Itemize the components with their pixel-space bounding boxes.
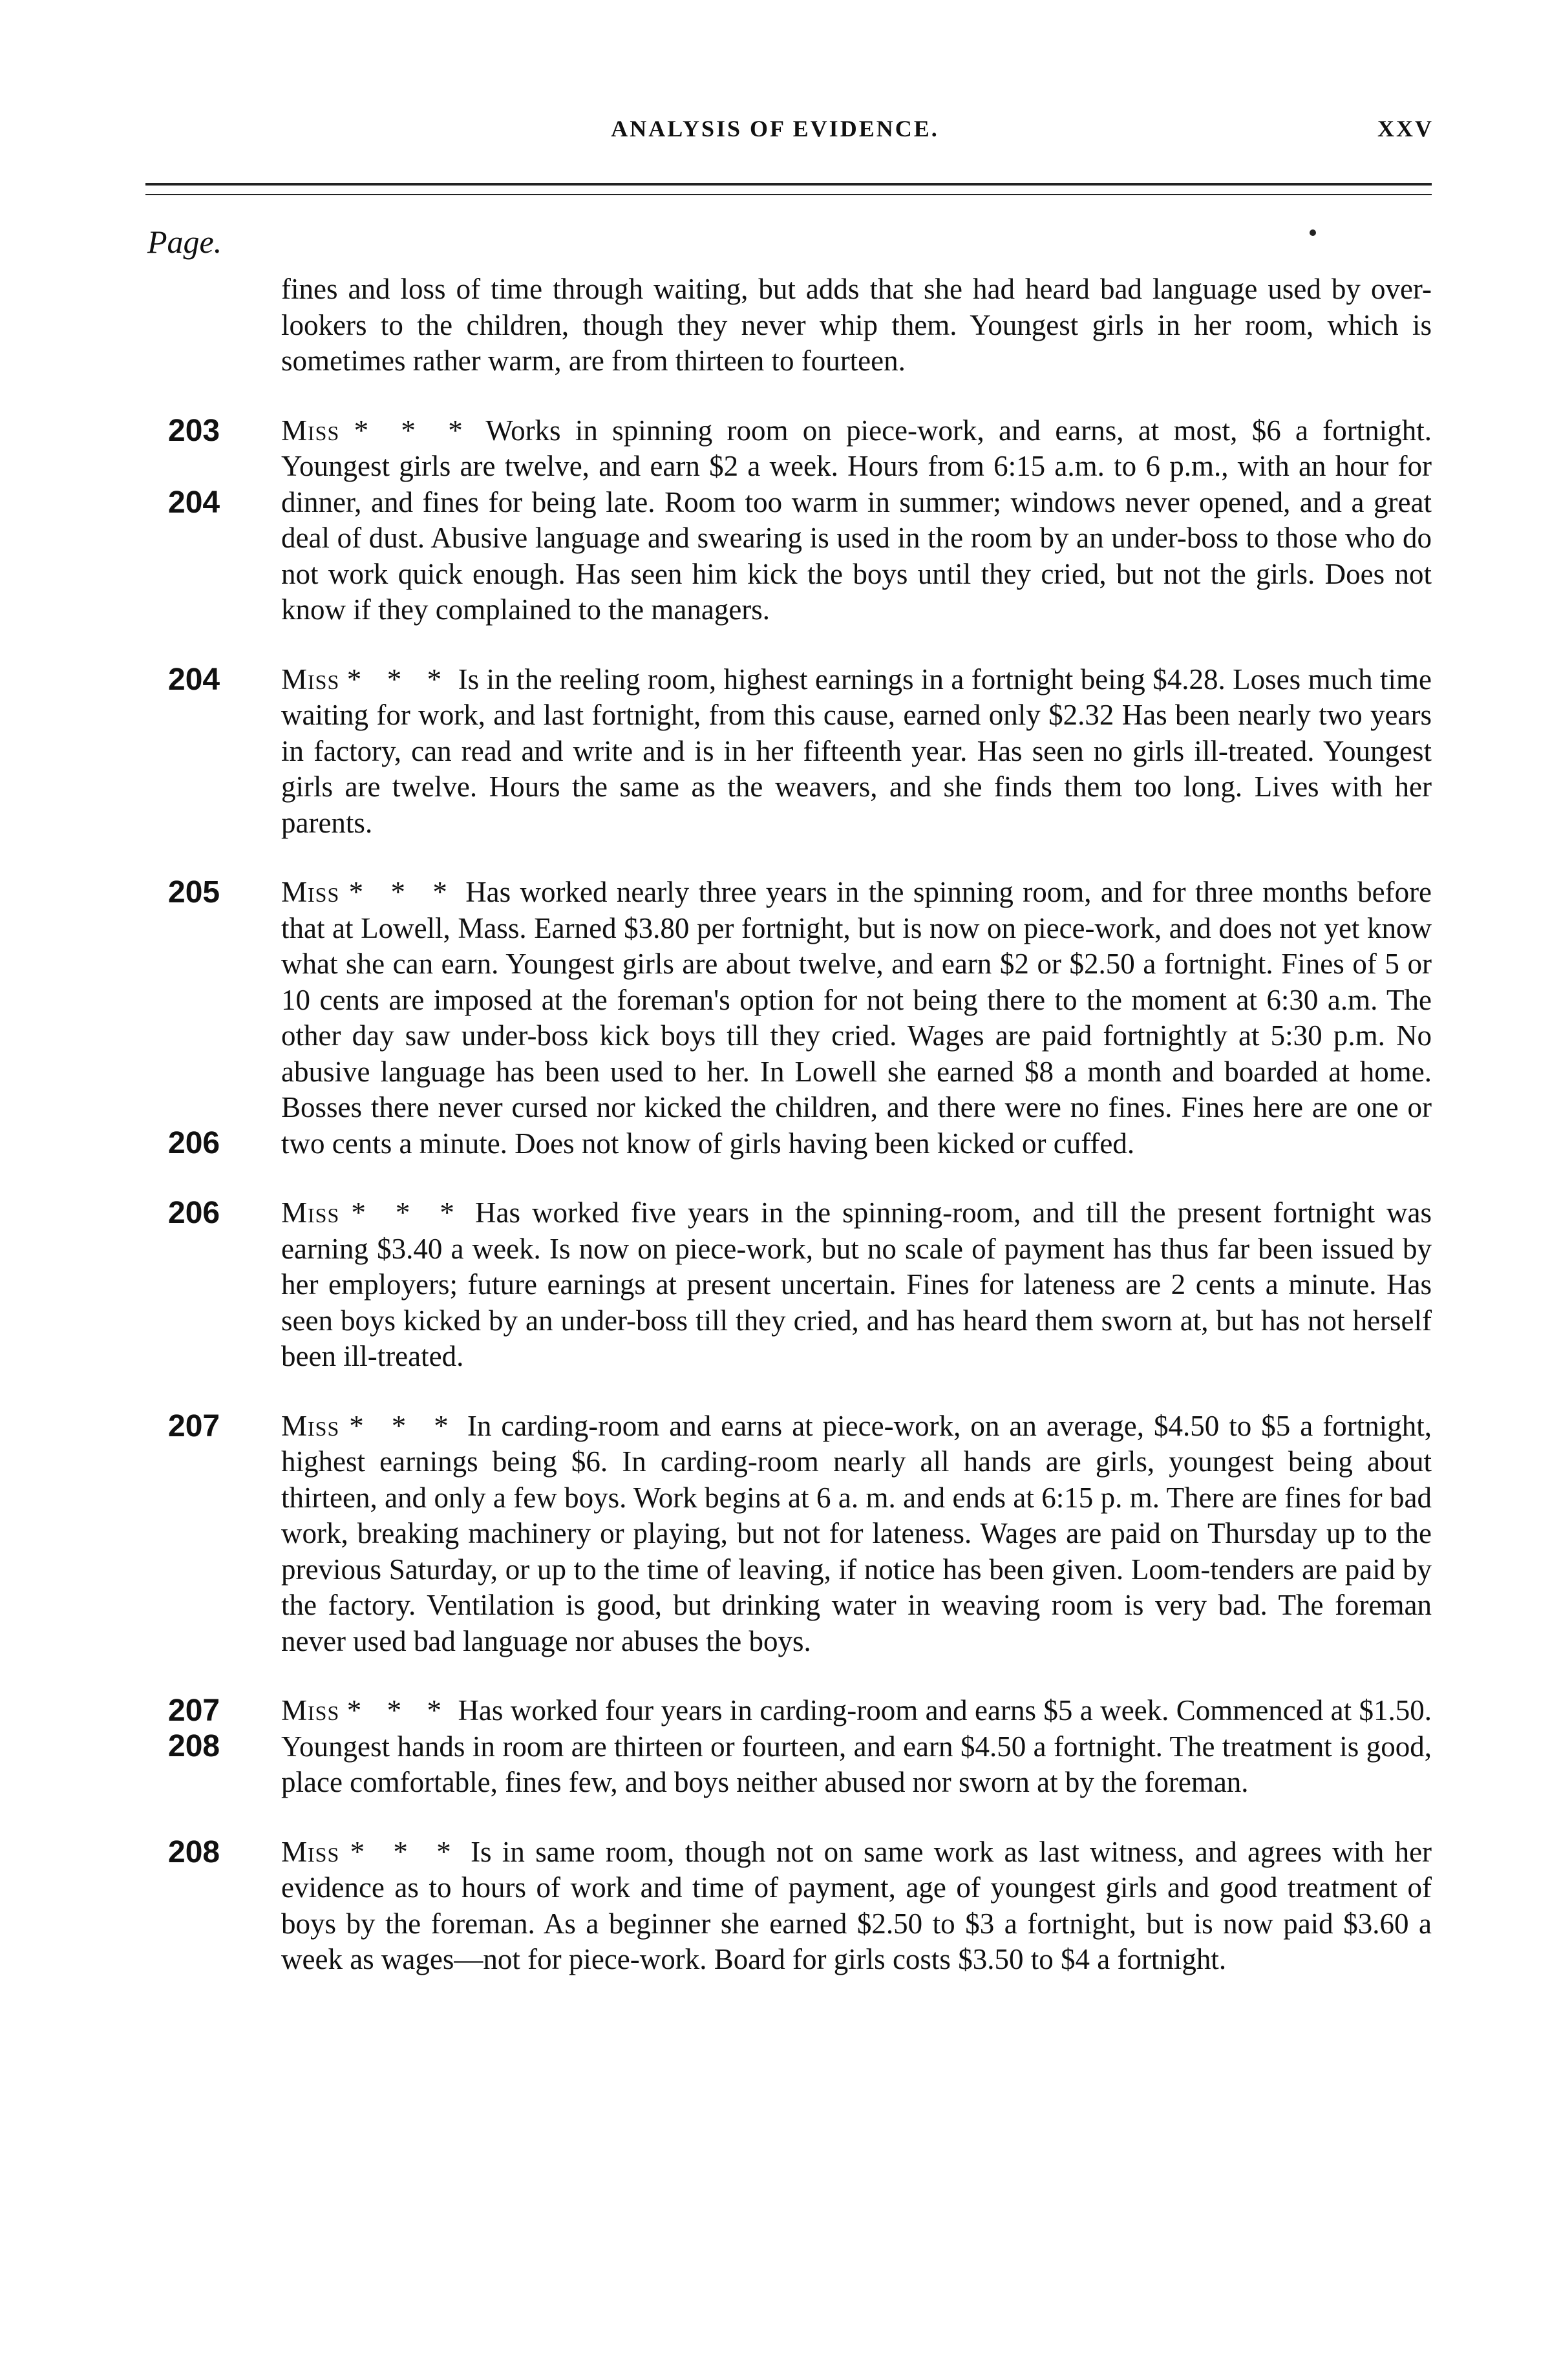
page-reference: 208 bbox=[168, 1729, 220, 1763]
witness-title: Miss bbox=[281, 1409, 340, 1442]
witness-anonymized: * * * bbox=[346, 1694, 451, 1727]
entry-text: Has worked nearly three years in the spinning room, and for three months before that at Lowell, Mass. Earned $3.80 per fortnight, but is now on piece-work, and does not yet know what she can earn. Youngest girls are about twelve, and earn $2 or $2.50 a fortnight. Fines of 5 or 10 cents are imposed at the foreman's option for not being there to the moment at 6:30 a.m. The other day saw under-boss kick boys till they cried. Wages are paid fortnightly at 5:30 p.m. No abusive language has been used to her. In Lowell she earned $8 a month and boarded at home. Bosses there never cursed nor kicked the children, and there were no fines. Fines here are one or two cents a minute. Does not know of girls having been kicked or cuffed. bbox=[281, 876, 1432, 1160]
evidence-entry bbox=[0, 875, 1550, 1162]
page-reference: 204 bbox=[168, 485, 220, 520]
witness-anonymized: * * * bbox=[349, 1409, 458, 1442]
entry-text: Has worked four years in carding-room and earns $5 a week. Commenced at $1.50. Youngest hands in room are thirteen or fourteen, and earn $4.50 a fortnight. The treatment is good, place comfortable, fines few, and boys neither abused nor sworn at by the foreman. bbox=[281, 1694, 1432, 1798]
header-page-number: XXV bbox=[1377, 116, 1434, 142]
witness-title: Miss bbox=[281, 663, 340, 696]
evidence-entry bbox=[0, 271, 1550, 379]
entry-text: Is in same room, though not on same work as last witness, and agrees with her evidence as to hours of work and time of payment, age of youngest girls and good treatment of boys by the foreman. As a beginner she earned $2.50 to $3 a fortnight, but is now paid $3.60 a week as wages—not for piece-work. Board for girls costs $3.50 to $4 a fortnight. bbox=[281, 1835, 1432, 1975]
evidence-entry bbox=[0, 1408, 1550, 1660]
witness-anonymized: * * * bbox=[346, 663, 451, 696]
witness-title: Miss bbox=[281, 876, 340, 908]
witness-title: Miss bbox=[281, 1694, 340, 1727]
evidence-entries bbox=[0, 271, 1550, 2012]
page-column-label: Page. bbox=[147, 224, 222, 260]
page-reference: 206 bbox=[168, 1126, 220, 1160]
witness-title: Miss bbox=[281, 414, 340, 447]
entry-text: fines and loss of time through waiting, but adds that she had heard bad language used by over-lookers to the children, though they never whip them. Youngest girls in her room, which is sometimes rather warm, are from thirteen to fourteen. bbox=[281, 273, 1432, 377]
evidence-entry bbox=[0, 1834, 1550, 1978]
header-rule-thin bbox=[145, 194, 1432, 195]
entry-text: Works in spinning room on piece-work, and earns, at most, $6 a fortnight. Youngest girls are twelve, and earn $2 a week. Hours from 6:15 a.m. to 6 p.m., with an hour for dinner, and fines for being late. Room too warm in summer; windows never opened, and a great deal of dust. Abusive language and swearing is used in the room by an under-boss to those who do not work quick enough. Has seen him kick the boys until they cried, but not the girls. Does not know if they complained to the managers. bbox=[281, 414, 1432, 626]
entry-text: In carding-room and earns at piece-work, on an average, $4.50 to $5 a fortnight, highest earnings being $6. In carding-room nearly all hands are girls, youngest being about thirteen, and only a few boys. Work begins at 6 a. m. and ends at 6:15 p. m. There are fines for bad work, breaking machinery or playing, but not for lateness. Wages are paid on Thursday up to the previous Saturday, or up to the time of leaving, if notice has been given. Loom-tenders are paid by the factory. Ventilation is good, but drinking water in weaving room is very bad. The foreman never used bad language nor abuses the boys. bbox=[281, 1409, 1432, 1657]
page-reference: 208 bbox=[168, 1834, 220, 1869]
page-reference: 207 bbox=[168, 1408, 220, 1443]
page-reference: 203 bbox=[168, 413, 220, 448]
witness-anonymized: * * * bbox=[354, 414, 472, 447]
witness-anonymized: * * * bbox=[351, 1196, 463, 1229]
witness-title: Miss bbox=[281, 1196, 340, 1229]
evidence-entry bbox=[0, 413, 1550, 628]
evidence-entry bbox=[0, 1195, 1550, 1375]
page-reference: 204 bbox=[168, 662, 220, 697]
page-reference: 207 bbox=[168, 1694, 220, 1728]
witness-anonymized: * * * bbox=[350, 1835, 460, 1868]
header-title: ANALYSIS OF EVIDENCE. bbox=[611, 116, 939, 142]
witness-anonymized: * * * bbox=[348, 876, 456, 908]
header-rule-thick bbox=[145, 183, 1432, 186]
running-header bbox=[0, 115, 1550, 154]
page-reference: 205 bbox=[168, 875, 220, 909]
evidence-entry bbox=[0, 662, 1550, 842]
printer-mark bbox=[1310, 229, 1316, 236]
entry-text: Is in the reeling room, highest earnings in a fortnight being $4.28. Loses much time waiting for work, and last fortnight, from this cause, earned only $2.32 Has been nearly two years in factory, can read and write and is in her fifteenth year. Has seen no girls ill-treated. Youngest girls are twelve. Hours the same as the weavers, and she finds them too long. Lives with her parents. bbox=[281, 663, 1432, 839]
entry-text: Has worked five years in the spinning-room, and till the present fortnight was earning $3.40 a week. Is now on piece-work, but no scale of payment has thus far been issued by her employers; future earnings at present uncertain. Fines for lateness are 2 cents a minute. Has seen boys kicked by an under-boss till they cried, and has heard them sworn at, but has not herself been ill-treated. bbox=[281, 1196, 1432, 1372]
page-reference: 206 bbox=[168, 1196, 220, 1230]
witness-title: Miss bbox=[281, 1835, 340, 1868]
evidence-entry bbox=[0, 1693, 1550, 1801]
